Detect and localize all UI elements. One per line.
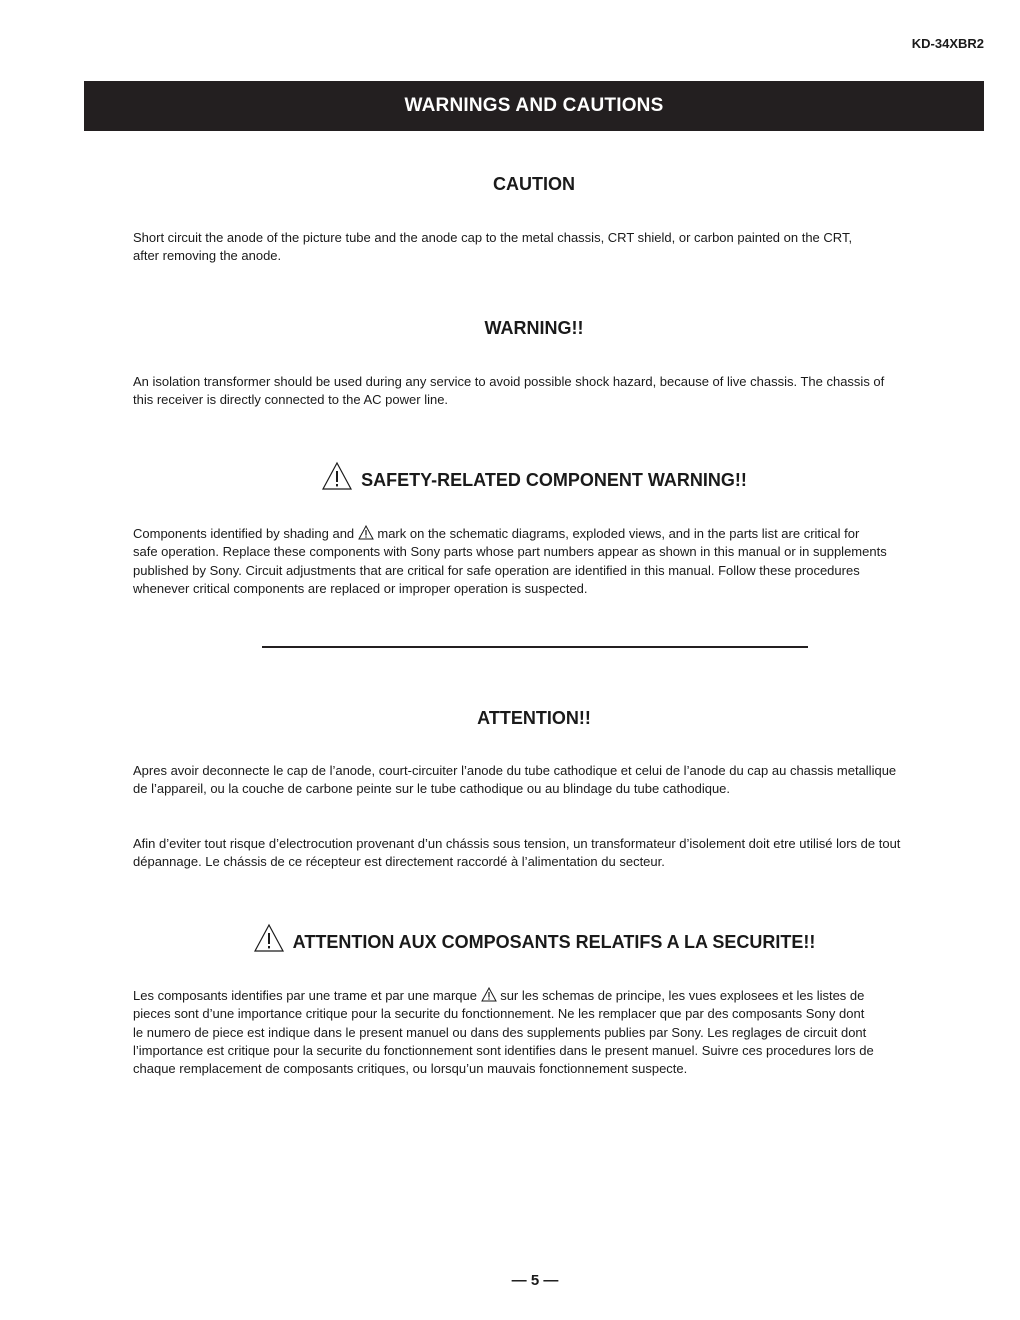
page-number: — 5 —	[511, 1272, 559, 1289]
attention-text-1: Apres avoir deconnecte le cap de l’anode, court-circuiter l’anode du tube cathodique et celui de l’anode du cap au chassis metallique de l’appareil, ou la couche de carbone peinte sur le tube cathodique ou au blindage du tube cathodique.	[133, 763, 897, 797]
safety-warning-text-start: Components identified by shading and	[133, 526, 358, 541]
safety-warning-text	[133, 525, 943, 598]
warning-heading-text: WARNING!!	[484, 318, 584, 338]
caution-heading	[84, 174, 984, 195]
page-title: WARNINGS AND CAUTIONS	[404, 95, 664, 116]
attention-heading-text: ATTENTION!!	[477, 708, 591, 728]
page-title-bar	[84, 81, 984, 131]
attention-heading	[84, 708, 984, 729]
safety-warning-heading-text: SAFETY-RELATED COMPONENT WARNING!!	[361, 469, 747, 490]
attention-safety-heading-text: ATTENTION AUX COMPOSANTS RELATIFS A LA SECURITE!!	[292, 931, 816, 952]
warning-heading	[84, 318, 984, 339]
warning-triangle-icon	[321, 461, 353, 491]
warning-text: An isolation transformer should be used during any service to avoid possible shock hazard, because of live chassis. The chassis of this receiver is directly connected to the AC power line.	[133, 374, 885, 408]
attention-safety-heading	[84, 924, 984, 960]
attention-safety-text-rest: sur les schemas de principe, les vues explosees et les listes de pieces sont d’une importance critique pour la securite du fonctionnement. Ne les remplacer que par des composants Sony dont le numero de piece est indique dans le present manuel ou dans des supplements publies par Sony. Les reglages de circuit dont l’importance est critique pour la securite du fonctionnement sont identifies dans le present manuel. Suivre ces procedures lors de chaque remplacement de composants critiques, ou lorsqu’un mauvais fonctionnement suspecte.	[133, 988, 874, 1077]
safety-warning-heading	[84, 462, 984, 498]
warning-triangle-icon	[358, 525, 374, 540]
warning-triangle-icon	[481, 987, 497, 1002]
attention-safety-text-start: Les composants identifies par une trame et par une marque	[133, 988, 481, 1003]
attention-safety-text	[133, 987, 933, 1078]
attention-text-2: Afin d’eviter tout risque d’electrocution provenant d’un chássis sous tension, un transformateur d’isolement doit etre utilisé lors de tout dépannage. Le chássis de ce récepteur est directement raccordé à l’alimentation du secteur.	[133, 836, 901, 870]
model-number: KD-34XBR2	[911, 36, 984, 51]
safety-warning-text-rest: mark on the schematic diagrams, exploded views, and in the parts list are critical for safe operation. Replace these components with Sony parts whose part numbers appear as shown in this manual or in supplements published by Sony. Circuit adjustments that are critical for safe operation are identified in this manual. Follow these procedures whenever critical components are replaced or improper operation is suspected.	[133, 526, 887, 596]
warning-triangle-icon	[253, 923, 285, 953]
section-divider	[262, 646, 808, 648]
caution-heading-text: CAUTION	[493, 174, 575, 194]
caution-text: Short circuit the anode of the picture tube and the anode cap to the metal chassis, CRT shield, or carbon painted on the CRT, after removing the anode.	[133, 230, 853, 264]
